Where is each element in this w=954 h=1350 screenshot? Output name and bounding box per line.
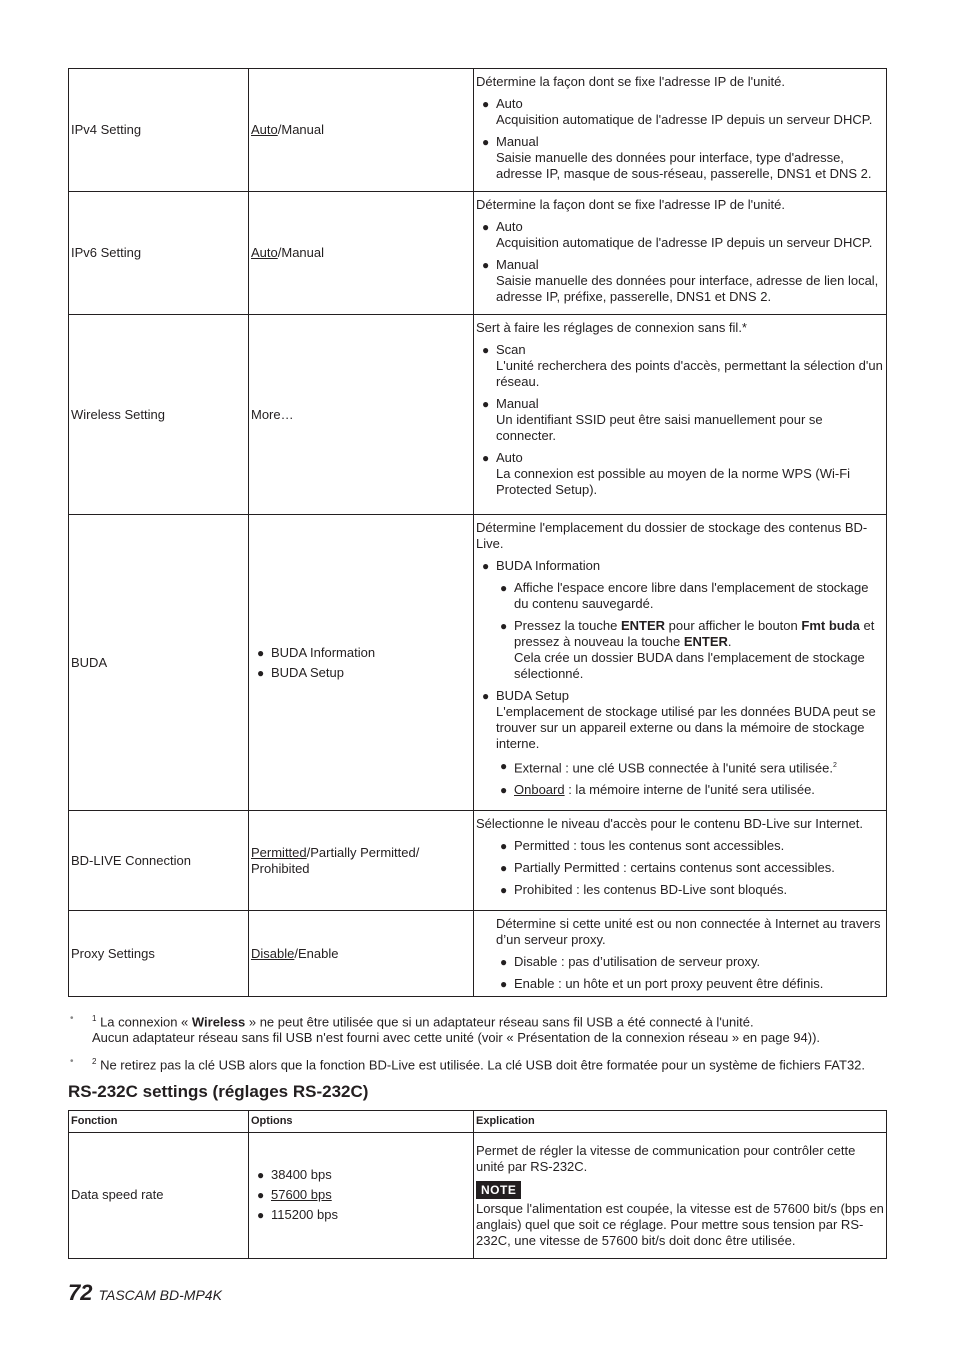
option-desc: Saisie manuelle des données pour interface, adresse de lien local, adresse IP, préfixe, passerelle, DNS1 et DNS 2. (496, 273, 879, 304)
footnote-ref: 2 (833, 762, 837, 769)
default-option: Auto (251, 245, 278, 260)
note-badge: NOTE (476, 1181, 521, 1199)
option-rest: /Manual (277, 122, 324, 137)
page-content (68, 68, 887, 1259)
options-cell (249, 69, 474, 192)
sub-item (476, 618, 884, 650)
explanation-intro: Détermine la façon dont se fixe l'adresse IP de l'unité. (476, 74, 785, 89)
table-row (69, 911, 887, 997)
default-option: Permitted (251, 844, 307, 860)
key-enter: ENTER (620, 618, 666, 633)
explanation-cell (474, 315, 887, 515)
text-part: External : une clé USB connectée à l'unité sera utilisée. (514, 760, 833, 776)
function-cell: BUDA (69, 515, 249, 811)
explanation-intro: Sélectionne le niveau d'accès pour le contenu BD-Live sur Internet. (476, 816, 863, 831)
footnote-2 (68, 1054, 887, 1073)
option-label: ● Scan (476, 342, 884, 358)
option-item: ● BUDA Information (251, 645, 471, 661)
text-part: Wireless (191, 1014, 246, 1030)
bullet: • (70, 1013, 74, 1024)
note-text: Lorsque l'alimentation est coupée, la vitesse est de 57600 bit/s (bps en anglais) quel que soit ce réglage. Pour mettre sous tension par RS-232C, une vitesse de 57600 bit/s doit donc être utilisée. (476, 1200, 884, 1248)
explanation-cell (474, 911, 887, 997)
rs232-table (68, 1110, 887, 1259)
text-part: Ne retirez pas la clé USB alors que la fonction BD-Live est utilisée. La clé USB doit être formatée pour un système de fichiers FAT32. (100, 1057, 866, 1073)
explanation-cell (474, 69, 887, 192)
option-label: ● Auto (476, 96, 884, 112)
footnote-1 (68, 1011, 887, 1046)
column-header: Explication (474, 1110, 887, 1132)
option-rest: /Enable (294, 945, 339, 961)
explanation-intro: Détermine la façon dont se fixe l'adresse IP de l'unité. (476, 197, 785, 212)
sub-item: ● Partially Permitted : certains contenus sont accessibles. (476, 860, 884, 876)
text-part: : la mémoire interne de l'unité sera utilisée. (564, 782, 815, 798)
text-part: Aucun adaptateur réseau sans fil USB n'est fourni avec cette unité (voir « Présentation de la connexion réseau » en page 94)). (92, 1030, 821, 1046)
sub-item-continued: Cela crée un dossier BUDA dans l'emplacement de stockage sélectionné. (514, 650, 865, 681)
text-part: » ne peut être utilisée que si un adaptateur réseau sans fil USB a été connecté à l'unité. (245, 1014, 754, 1030)
footnotes (68, 1011, 887, 1074)
table-row (69, 811, 887, 911)
column-header: Fonction (69, 1110, 249, 1132)
text-part: La connexion « (100, 1014, 192, 1030)
options-cell (249, 515, 474, 811)
option-desc: Acquisition automatique de l'adresse IP depuis un serveur DHCP. (496, 235, 873, 250)
explanation-cell (474, 192, 887, 315)
table-row (69, 515, 887, 811)
option-rest: /Partially Permitted/ Prohibited (251, 844, 420, 876)
column-header: Options (249, 1110, 474, 1132)
option-label: ● BUDA Information (476, 558, 884, 574)
explanation-cell (474, 1132, 887, 1258)
footnote-number: 2 (92, 1057, 97, 1067)
option-rest: /Manual (277, 245, 324, 260)
sub-item (476, 782, 884, 798)
default-option: Disable (251, 945, 295, 961)
explanation-cell (474, 515, 887, 811)
option-label: ● Auto (476, 219, 884, 235)
options-cell (249, 192, 474, 315)
option-item: ● BUDA Setup (251, 665, 471, 681)
option-label: ● Manual (476, 257, 884, 273)
option-item: ● 38400 bps (251, 1167, 471, 1183)
bullet: • (70, 1056, 74, 1068)
options-cell (249, 911, 474, 997)
function-cell: Proxy Settings (69, 911, 249, 997)
table-row (69, 1132, 887, 1258)
default-option: Onboard (514, 782, 565, 798)
default-option: Auto (251, 122, 278, 137)
option-item-default: ● 57600 bps (251, 1187, 471, 1203)
option-desc: Saisie manuelle des données pour interface, type d'adresse, adresse IP, masque de sous-réseau, passerelle, DNS1 et DNS 2. (496, 150, 872, 181)
button-fmt-buda: Fmt buda (801, 618, 860, 633)
option-desc: L'emplacement de stockage utilisé par les données BUDA peut se trouver sur un appareil externe ou dans la mémoire de stockage interne. (496, 704, 876, 751)
section-title: RS-232C settings (réglages RS-232C) (68, 1081, 369, 1101)
function-cell: BD-LIVE Connection (69, 811, 249, 911)
option-label: ● Manual (476, 396, 884, 412)
text-part: . (727, 634, 732, 649)
function-cell: IPv4 Setting (69, 69, 249, 192)
function-cell: Wireless Setting (69, 315, 249, 515)
footnote-number: 1 (92, 1014, 97, 1023)
explanation-intro: Détermine l'emplacement du dossier de stockage des contenus BD-Live. (476, 520, 868, 551)
table-row (69, 192, 887, 315)
option-desc: Acquisition automatique de l'adresse IP depuis un serveur DHCP. (496, 112, 873, 127)
model-name: TASCAM BD-MP4K (98, 1287, 222, 1303)
text-part: et pressez à nouveau la touche (514, 618, 875, 649)
option-label: ● BUDA Setup (476, 688, 884, 704)
table-header-row (69, 1110, 887, 1132)
option-label: ● Manual (476, 134, 884, 150)
explanation-intro: Permet de régler la vitesse de communication pour contrôler cette unité par RS-232C. (476, 1142, 856, 1174)
key-enter: ENTER (683, 634, 728, 649)
text-part: pour afficher le bouton (665, 618, 802, 633)
explanation-intro: Sert à faire les réglages de connexion sans fil.* (476, 320, 747, 335)
explanation-cell (474, 811, 887, 911)
function-cell: IPv6 Setting (69, 192, 249, 315)
option-label: ● Auto (476, 450, 884, 466)
function-cell: Data speed rate (69, 1132, 249, 1258)
sub-item: ● Enable : un hôte et un port proxy peuvent être définis. (476, 976, 884, 992)
options-cell (249, 811, 474, 911)
page-number: 72 (68, 1280, 93, 1305)
table-row (69, 315, 887, 515)
sub-item: ● Prohibited : les contenus BD-Live sont bloqués. (476, 882, 884, 898)
table-row (69, 69, 887, 192)
page-footer (68, 1280, 222, 1306)
option-desc: Un identifiant SSID peut être saisi manuellement pour se connecter. (496, 412, 823, 443)
text-part: Pressez la touche (514, 618, 621, 633)
network-settings-table (68, 68, 887, 997)
sub-item: ● Disable : pas d’utilisation de serveur proxy. (476, 954, 884, 970)
option-desc: L'unité recherchera des points d'accès, permettant la sélection d'un réseau. (496, 358, 883, 389)
options-cell: More… (249, 315, 474, 515)
sub-item: ● Affiche l'espace encore libre dans l'emplacement de stockage du contenu sauvegardé. (476, 580, 884, 612)
sub-item: ● Permitted : tous les contenus sont accessibles. (476, 838, 884, 854)
options-cell (249, 1132, 474, 1258)
sub-item (476, 758, 884, 776)
option-item: ● 115200 bps (251, 1207, 471, 1223)
option-desc: La connexion est possible au moyen de la norme WPS (Wi-Fi Protected Setup). (496, 466, 851, 497)
explanation-intro: Détermine si cette unité est ou non connectée à Internet au travers d’un serveur proxy. (496, 916, 881, 947)
